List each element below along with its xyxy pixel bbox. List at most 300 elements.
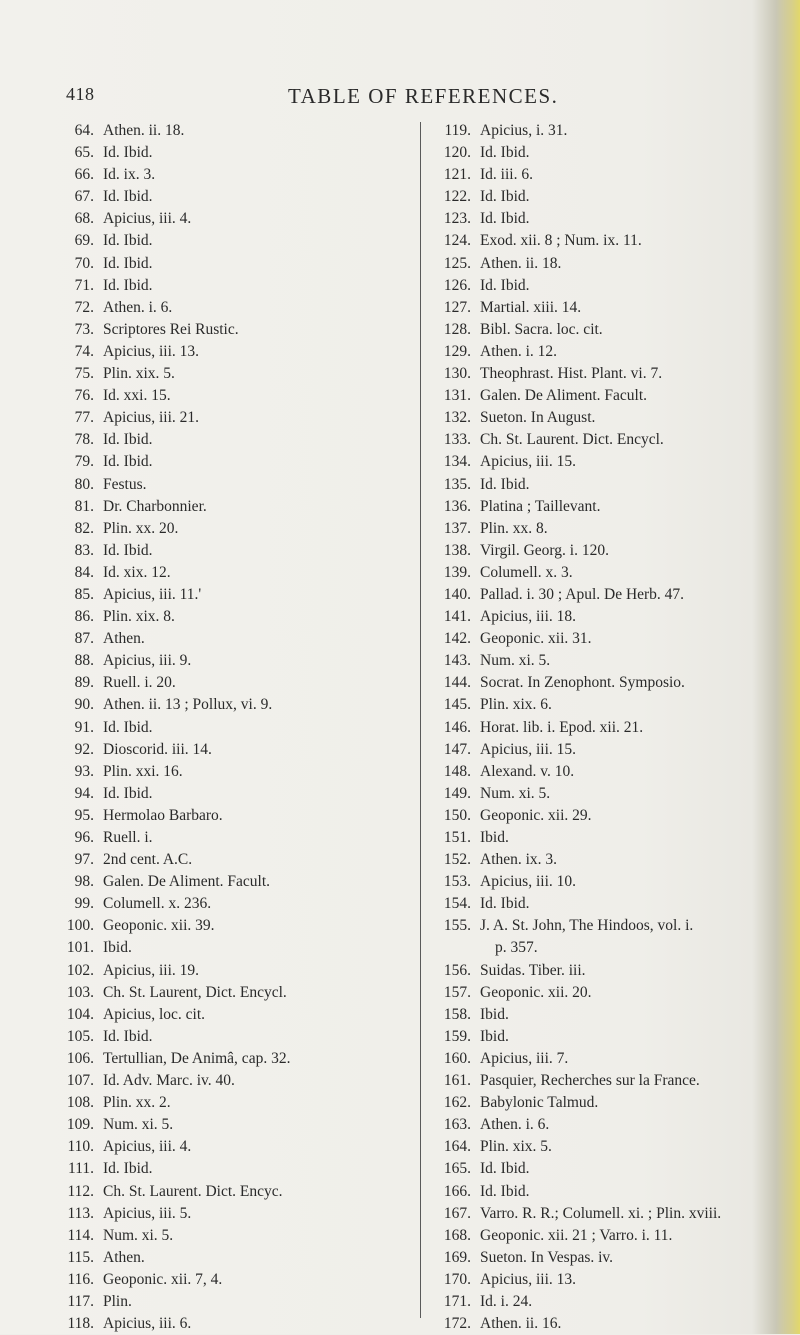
reference-number: 90.	[74, 696, 94, 714]
reference-text: Id. Ibid.	[480, 188, 530, 206]
reference-number: 168.	[443, 1226, 471, 1244]
reference-text: Id. Adv. Marc. iv. 40.	[103, 1072, 235, 1090]
reference-row	[58, 871, 418, 893]
reference-number: 74.	[74, 342, 94, 360]
reference-number: 141.	[443, 608, 471, 626]
reference-text: Plin. xx. 2.	[103, 1094, 171, 1112]
reference-row	[58, 1181, 418, 1203]
reference-text: Horat. lib. i. Epod. xii. 21.	[480, 718, 644, 736]
reference-text: Id. Ibid.	[103, 541, 153, 559]
reference-text: Apicius, iii. 21.	[103, 409, 200, 427]
reference-number: 66.	[74, 166, 94, 184]
reference-number: 150.	[443, 806, 471, 824]
reference-row	[58, 142, 418, 164]
reference-number: 87.	[74, 630, 94, 648]
reference-number: 80.	[74, 475, 94, 493]
reference-row	[435, 1291, 795, 1313]
reference-row	[58, 893, 418, 915]
reference-row	[58, 1158, 418, 1180]
reference-row	[58, 253, 418, 275]
page-header	[0, 84, 800, 108]
reference-number: 137.	[443, 519, 471, 537]
reference-text: Ruell. i. 20.	[103, 674, 176, 692]
reference-number: 124.	[443, 232, 471, 250]
reference-number: 129.	[443, 342, 471, 360]
reference-text: Apicius, iii. 7.	[480, 1049, 569, 1067]
reference-number: 170.	[443, 1270, 471, 1288]
reference-row	[58, 1291, 418, 1313]
reference-text: Geoponic. xii. 29.	[480, 806, 592, 824]
reference-text: Id. Ibid.	[103, 254, 153, 272]
reference-number: 118.	[67, 1315, 94, 1333]
reference-number: 146.	[443, 718, 471, 736]
reference-number: 112.	[67, 1182, 94, 1200]
reference-number: 82.	[74, 519, 94, 537]
reference-row	[58, 429, 418, 451]
reference-text: Athen. ix. 3.	[480, 851, 558, 869]
reference-text: Socrat. In Zenophont. Symposio.	[480, 674, 685, 692]
reference-text: Num. xi. 5.	[480, 784, 551, 802]
reference-text: Pasquier, Recherches sur la France.	[480, 1072, 700, 1090]
reference-text: Columell. x. 3.	[480, 563, 573, 581]
reference-text: Id. Ibid.	[103, 718, 153, 736]
reference-text: Plin.	[103, 1292, 132, 1310]
reference-row	[58, 120, 418, 142]
reference-row	[58, 606, 418, 628]
reference-text: Athen. ii. 16.	[480, 1315, 562, 1333]
reference-row	[58, 628, 418, 650]
reference-number: 88.	[74, 652, 94, 670]
reference-row	[435, 1181, 795, 1203]
reference-row	[435, 606, 795, 628]
reference-text: Athen. ii. 18.	[103, 122, 185, 139]
reference-number: 64.	[74, 122, 94, 139]
reference-text: Scriptores Rei Rustic.	[103, 320, 239, 338]
reference-number: 65.	[74, 144, 94, 162]
reference-text: Varro. R. R.; Columell. xi. ; Plin. xviii.	[480, 1204, 722, 1222]
reference-number: 138.	[443, 541, 471, 559]
page-number: 418	[66, 84, 95, 104]
reference-row	[58, 937, 418, 959]
reference-number: 163.	[443, 1116, 471, 1134]
reference-row	[58, 275, 418, 297]
reference-text: Theophrast. Hist. Plant. vi. 7.	[480, 365, 663, 383]
reference-row	[435, 937, 795, 959]
reference-number: 76.	[74, 387, 94, 405]
reference-row	[58, 1114, 418, 1136]
reference-row	[435, 540, 795, 562]
reference-text: Galen. De Aliment. Facult.	[103, 873, 271, 891]
reference-text: Apicius, iii. 10.	[480, 873, 577, 891]
reference-row	[435, 960, 795, 982]
reference-number: 123.	[443, 210, 471, 228]
reference-number: 86.	[74, 608, 94, 626]
reference-number: 108.	[66, 1094, 94, 1112]
reference-row	[58, 915, 418, 937]
reference-text: Num. xi. 5.	[480, 652, 551, 670]
reference-number: 70.	[74, 254, 94, 272]
reference-row	[435, 341, 795, 363]
reference-row	[435, 1313, 795, 1335]
reference-number: 78.	[74, 431, 94, 449]
reference-text: Platina ; Taillevant.	[480, 497, 601, 515]
reference-text: Hermolao Barbaro.	[103, 806, 223, 824]
reference-row	[435, 562, 795, 584]
reference-row	[58, 341, 418, 363]
reference-row	[435, 1048, 795, 1070]
reference-number: 115.	[67, 1248, 94, 1266]
reference-number: 122.	[443, 188, 471, 206]
reference-text: Id. Ibid.	[103, 784, 153, 802]
reference-row	[58, 694, 418, 716]
reference-text: Apicius, loc. cit.	[103, 1005, 206, 1023]
reference-text: Pallad. i. 30 ; Apul. De Herb. 47.	[480, 585, 685, 603]
reference-row	[58, 186, 418, 208]
reference-number: 142.	[443, 630, 471, 648]
reference-text: Apicius, iii. 4.	[103, 210, 192, 228]
reference-text: Id. ix. 3.	[103, 166, 156, 184]
reference-row	[58, 451, 418, 473]
reference-text: Plin. xix. 8.	[103, 608, 175, 626]
reference-number: 114.	[67, 1226, 94, 1244]
reference-number: 100.	[66, 917, 94, 935]
reference-row	[435, 429, 795, 451]
reference-number: 91.	[74, 718, 94, 736]
reference-row	[58, 363, 418, 385]
reference-text: Bibl. Sacra. loc. cit.	[480, 320, 603, 338]
reference-row	[435, 739, 795, 761]
reference-row	[58, 230, 418, 252]
reference-row	[58, 1004, 418, 1026]
reference-text: Id. Ibid.	[103, 144, 153, 162]
reference-number: 162.	[443, 1094, 471, 1112]
reference-row	[435, 208, 795, 230]
reference-text: Ch. St. Laurent. Dict. Encyc.	[103, 1182, 283, 1200]
reference-text: Id. iii. 6.	[480, 166, 533, 184]
reference-text: 2nd cent. A.C.	[103, 851, 193, 869]
reference-text: Virgil. Georg. i. 120.	[480, 541, 609, 559]
reference-row	[58, 1048, 418, 1070]
reference-text: Columell. x. 236.	[103, 895, 212, 913]
reference-row	[58, 407, 418, 429]
reference-row	[58, 1247, 418, 1269]
reference-text: Id. Ibid.	[480, 276, 530, 294]
reference-number: 136.	[443, 497, 471, 515]
right-reference-column	[435, 120, 795, 1335]
reference-row	[58, 717, 418, 739]
reference-text: Plin. xix. 6.	[480, 696, 552, 714]
reference-number: 161.	[443, 1072, 471, 1090]
reference-text: Id. Ibid.	[103, 232, 153, 250]
reference-number: 156.	[443, 961, 471, 979]
reference-text: Athen.	[103, 1248, 145, 1266]
reference-number: 131.	[443, 387, 471, 405]
reference-text: Id. Ibid.	[480, 144, 530, 162]
reference-text: Athen. ii. 13 ; Pollux, vi. 9.	[103, 696, 273, 714]
reference-row	[58, 761, 418, 783]
reference-text: Exod. xii. 8 ; Num. ix. 11.	[480, 232, 642, 250]
reference-number: 169.	[443, 1248, 471, 1266]
reference-text: Geoponic. xii. 20.	[480, 983, 592, 1001]
reference-number: 103.	[66, 983, 94, 1001]
reference-number: 102.	[66, 961, 94, 979]
reference-number: 98.	[74, 873, 94, 891]
reference-row	[435, 628, 795, 650]
reference-row	[58, 297, 418, 319]
reference-number: 125.	[443, 254, 471, 272]
reference-number: 154.	[443, 895, 471, 913]
reference-text: Ibid.	[480, 1027, 509, 1045]
reference-row	[58, 805, 418, 827]
reference-row	[435, 650, 795, 672]
reference-text: Galen. De Aliment. Facult.	[480, 387, 648, 405]
reference-number: 164.	[443, 1138, 471, 1156]
reference-row	[435, 496, 795, 518]
reference-text: Athen. i. 6.	[480, 1116, 550, 1134]
reference-number: 116.	[67, 1270, 94, 1288]
reference-number: 110.	[67, 1138, 94, 1156]
reference-number: 96.	[74, 829, 94, 846]
reference-text: Id. Ibid.	[480, 895, 530, 913]
reference-row	[435, 319, 795, 341]
reference-row	[435, 871, 795, 893]
reference-text: Plin. xix. 5.	[480, 1138, 552, 1156]
reference-text: Athen. i. 12.	[480, 342, 558, 360]
reference-number: 121.	[443, 166, 471, 184]
reference-row	[435, 1004, 795, 1026]
reference-text: Apicius, iii. 15.	[480, 740, 577, 758]
reference-row	[435, 1269, 795, 1291]
reference-row	[435, 518, 795, 540]
reference-number: 106.	[66, 1049, 94, 1067]
reference-row	[435, 275, 795, 297]
reference-number: 107.	[66, 1072, 94, 1090]
reference-number: 171.	[443, 1292, 471, 1310]
reference-text: Id. i. 24.	[480, 1292, 533, 1310]
reference-text: Athen.	[103, 630, 145, 648]
reference-number: 117.	[67, 1292, 94, 1310]
reference-text: Apicius, iii. 18.	[480, 608, 577, 626]
reference-text: Ch. St. Laurent. Dict. Encycl.	[480, 431, 664, 449]
reference-text: Apicius, iii. 5.	[103, 1204, 192, 1222]
reference-text: Num. xi. 5.	[103, 1226, 174, 1244]
reference-text: Plin. xx. 8.	[480, 519, 548, 537]
reference-row	[435, 120, 795, 142]
reference-number: 67.	[74, 188, 94, 206]
reference-text: Babylonic Talmud.	[480, 1094, 599, 1112]
reference-number: 155.	[443, 917, 471, 935]
reference-number: 68.	[74, 210, 94, 228]
reference-text: Ch. St. Laurent, Dict. Encycl.	[103, 983, 287, 1001]
reference-number: 130.	[443, 365, 471, 383]
reference-row	[435, 297, 795, 319]
reference-number: 147.	[443, 740, 471, 758]
reference-text: Apicius, iii. 9.	[103, 652, 192, 670]
reference-number: 157.	[443, 983, 471, 1001]
reference-text: Tertullian, De Animâ, cap. 32.	[103, 1049, 291, 1067]
reference-number: 111.	[68, 1160, 94, 1178]
reference-number: 152.	[443, 851, 471, 869]
reference-text: Id. xxi. 15.	[103, 387, 171, 405]
reference-number: 69.	[74, 232, 94, 250]
reference-row	[58, 783, 418, 805]
reference-number: 140.	[443, 585, 471, 603]
reference-text: Apicius, iii. 13.	[480, 1270, 577, 1288]
reference-number: 71.	[74, 276, 94, 294]
reference-number: 126.	[443, 276, 471, 294]
reference-number: 134.	[443, 453, 471, 471]
reference-row	[435, 407, 795, 429]
reference-row	[58, 1203, 418, 1225]
reference-row	[58, 474, 418, 496]
reference-row	[435, 186, 795, 208]
reference-row	[435, 584, 795, 606]
reference-text: Athen. i. 6.	[103, 298, 173, 316]
reference-number: 149.	[443, 784, 471, 802]
reference-number: 105.	[66, 1027, 94, 1045]
page-title: TABLE OF REFERENCES.	[288, 84, 559, 108]
reference-row	[435, 385, 795, 407]
reference-row	[435, 717, 795, 739]
reference-text: Geoponic. xii. 21 ; Varro. i. 11.	[480, 1226, 673, 1244]
reference-row	[58, 540, 418, 562]
reference-row	[435, 893, 795, 915]
reference-number: 94.	[74, 784, 94, 802]
reference-text: Festus.	[103, 475, 147, 493]
reference-text: Apicius, iii. 19.	[103, 961, 200, 979]
reference-row	[435, 827, 795, 849]
reference-row	[58, 496, 418, 518]
reference-number: 72.	[74, 298, 94, 316]
reference-number: 89.	[74, 674, 94, 692]
reference-row	[435, 694, 795, 716]
reference-row	[435, 142, 795, 164]
reference-row	[435, 1092, 795, 1114]
left-reference-column	[58, 120, 418, 1335]
reference-row	[435, 1026, 795, 1048]
reference-row	[58, 208, 418, 230]
reference-text: Num. xi. 5.	[103, 1116, 174, 1134]
reference-text: Apicius, i. 31.	[480, 122, 568, 139]
reference-text: p. 357.	[495, 939, 538, 957]
reference-row	[58, 1026, 418, 1048]
reference-text: Geoponic. xii. 39.	[103, 917, 215, 935]
reference-row	[435, 805, 795, 827]
reference-text: Sueton. In Vespas. iv.	[480, 1248, 614, 1266]
reference-text: Dr. Charbonnier.	[103, 497, 207, 515]
reference-number: 159.	[443, 1027, 471, 1045]
reference-row	[435, 164, 795, 186]
reference-text: Suidas. Tiber. iii.	[480, 961, 586, 979]
reference-number: 95.	[74, 806, 94, 824]
reference-text: Martial. xiii. 14.	[480, 298, 582, 316]
reference-text: Apicius, iii. 13.	[103, 342, 200, 360]
reference-row	[435, 982, 795, 1004]
reference-number: 167.	[443, 1204, 471, 1222]
reference-number: 104.	[66, 1005, 94, 1023]
reference-number: 92.	[74, 740, 94, 758]
reference-number: 148.	[443, 762, 471, 780]
reference-number: 84.	[74, 563, 94, 581]
reference-number: 120.	[443, 144, 471, 162]
reference-number: 144.	[443, 674, 471, 692]
reference-number: 135.	[443, 475, 471, 493]
reference-row	[435, 363, 795, 385]
reference-row	[435, 1070, 795, 1092]
reference-number: 79.	[74, 453, 94, 471]
reference-text: Ruell. i.	[103, 829, 153, 846]
reference-number: 160.	[443, 1049, 471, 1067]
reference-text: Dioscorid. iii. 14.	[103, 740, 212, 758]
reference-row	[58, 1313, 418, 1335]
reference-number: 139.	[443, 563, 471, 581]
reference-number: 97.	[74, 851, 94, 869]
reference-text: Plin. xx. 20.	[103, 519, 179, 537]
reference-row	[435, 1158, 795, 1180]
reference-row	[58, 584, 418, 606]
reference-number: 127.	[443, 298, 471, 316]
reference-number: 77.	[74, 409, 94, 427]
reference-text: Apicius, iii. 15.	[480, 453, 577, 471]
reference-row	[435, 1225, 795, 1247]
reference-text: Id. Ibid.	[103, 1027, 153, 1045]
reference-number: 113.	[67, 1204, 94, 1222]
reference-number: 133.	[443, 431, 471, 449]
reference-row	[58, 982, 418, 1004]
reference-text: Id. Ibid.	[103, 1160, 153, 1178]
reference-text: Id. xix. 12.	[103, 563, 171, 581]
reference-number: 153.	[443, 873, 471, 891]
reference-row	[58, 849, 418, 871]
reference-row	[58, 1136, 418, 1158]
reference-number: 165.	[443, 1160, 471, 1178]
reference-row	[58, 650, 418, 672]
reference-text: Geoponic. xii. 7, 4.	[103, 1270, 223, 1288]
reference-text: Geoponic. xii. 31.	[480, 630, 592, 648]
reference-number: 93.	[74, 762, 94, 780]
reference-text: Plin. xxi. 16.	[103, 762, 183, 780]
reference-text: J. A. St. John, The Hindoos, vol. i.	[480, 917, 694, 935]
reference-text: Ibid.	[480, 1005, 509, 1023]
reference-text: Ibid.	[103, 939, 132, 957]
reference-row	[58, 1225, 418, 1247]
reference-row	[435, 1114, 795, 1136]
reference-row	[435, 1136, 795, 1158]
reference-text: Alexand. v. 10.	[480, 762, 575, 780]
reference-number: 83.	[74, 541, 94, 559]
reference-row	[435, 783, 795, 805]
reference-text: Id. Ibid.	[480, 1160, 530, 1178]
reference-text: Id. Ibid.	[103, 276, 153, 294]
reference-row	[58, 1269, 418, 1291]
reference-number: 132.	[443, 409, 471, 427]
reference-text: Plin. xix. 5.	[103, 365, 175, 383]
reference-row	[58, 739, 418, 761]
reference-text: Ibid.	[480, 829, 509, 846]
reference-text: Id. Ibid.	[103, 431, 153, 449]
reference-number: 166.	[443, 1182, 471, 1200]
reference-number: 81.	[74, 497, 94, 515]
reference-text: Sueton. In August.	[480, 409, 596, 427]
reference-row	[58, 1092, 418, 1114]
reference-number: 73.	[74, 320, 94, 338]
reference-text: Id. Ibid.	[480, 475, 530, 493]
reference-text: Apicius, iii. 11.'	[103, 585, 202, 603]
reference-number: 172.	[443, 1315, 471, 1333]
column-divider	[420, 122, 421, 1318]
reference-number: 128.	[443, 320, 471, 338]
reference-number: 145.	[443, 696, 471, 714]
